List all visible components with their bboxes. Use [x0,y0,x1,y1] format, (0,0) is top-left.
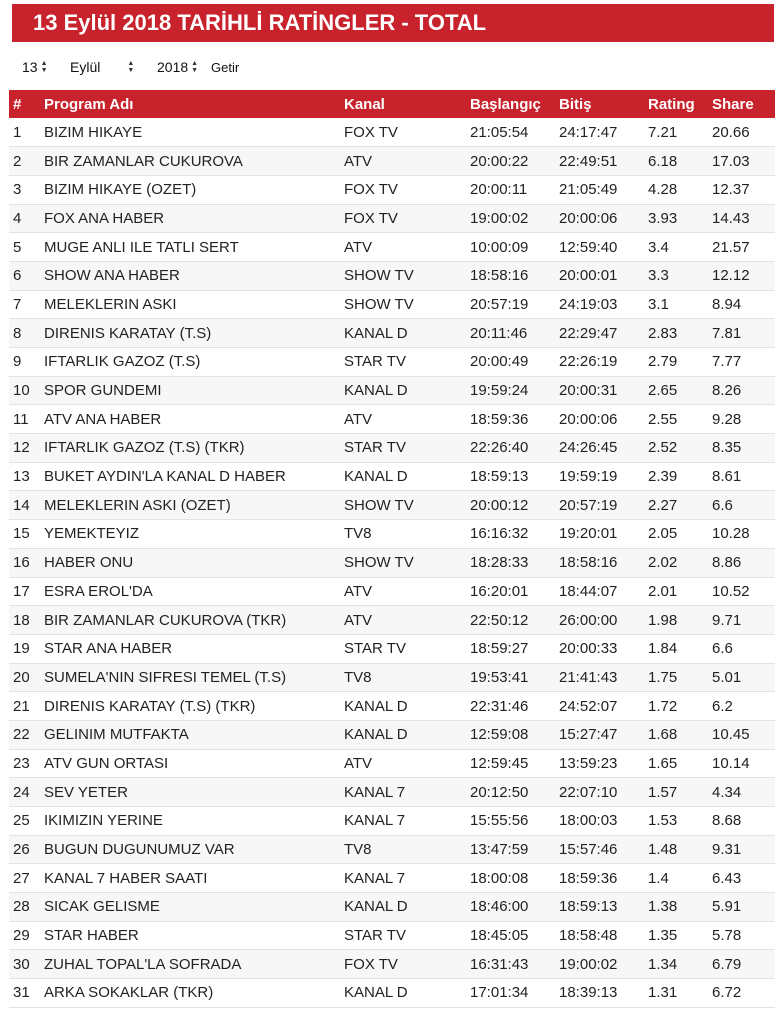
program-cell: ESRA EROL'DA [44,582,153,600]
rank-cell: 23 [13,754,30,772]
channel-cell: STAR TV [344,927,406,945]
table-row [9,147,775,176]
table-row [9,720,775,749]
rating-cell: 2.65 [648,382,678,400]
rank-cell: 28 [13,898,30,916]
program-cell: ZUHAL TOPAL'LA SOFRADA [44,955,242,973]
share-cell: 5.01 [712,668,742,686]
share-cell: 4.34 [712,783,742,801]
ratings-table [9,90,775,1008]
program-cell: IFTARLIK GAZOZ (T.S) [44,353,201,371]
rank-cell: 8 [13,324,22,342]
rank-cell: 10 [13,382,30,400]
channel-cell: KANAL D [344,984,408,1002]
table-row [9,319,775,348]
rank-cell: 27 [13,869,30,887]
program-cell: FOX ANA HABER [44,209,165,227]
program-cell: SEV YETER [44,783,128,801]
table-row [9,979,775,1008]
table-row [9,434,775,463]
channel-cell: SHOW TV [344,496,414,514]
start-time-cell: 18:58:16 [470,267,529,285]
rank-cell: 30 [13,955,30,973]
share-cell: 8.61 [712,468,742,486]
rank-cell: 22 [13,726,30,744]
table-header-row [9,90,775,118]
channel-cell: KANAL 7 [344,869,406,887]
program-cell: YEMEKTEYIZ [44,525,140,543]
share-cell: 14.43 [712,209,750,227]
program-cell: ATV ANA HABER [44,410,162,428]
rank-cell: 19 [13,640,30,658]
end-time-cell: 19:20:01 [559,525,618,543]
share-cell: 8.86 [712,554,742,572]
share-cell: 10.28 [712,525,750,543]
rating-cell: 1.65 [648,754,678,772]
end-time-cell: 20:00:31 [559,382,618,400]
rank-cell: 12 [13,439,30,457]
start-time-cell: 19:59:24 [470,382,529,400]
year-select-value: 2018 [157,59,189,75]
rank-cell: 9 [13,353,22,371]
channel-cell: ATV [344,582,373,600]
start-time-cell: 17:01:34 [470,984,529,1002]
end-time-cell: 12:59:40 [559,238,618,256]
share-cell: 12.37 [712,181,750,199]
select-arrows-icon: ▲ ▼ [127,60,135,74]
rating-cell: 2.05 [648,525,678,543]
share-cell: 17.03 [712,152,750,170]
program-cell: HABER ONU [44,554,134,572]
share-cell: 7.81 [712,324,742,342]
column-header-share: Share [712,95,754,113]
rank-cell: 17 [13,582,30,600]
rank-cell: 14 [13,496,30,514]
end-time-cell: 19:59:19 [559,468,618,486]
channel-cell: KANAL 7 [344,812,406,830]
rank-cell: 7 [13,295,22,313]
table-row [9,175,775,204]
rating-cell: 1.35 [648,927,678,945]
program-cell: IKIMIZIN YERINE [44,812,163,830]
end-time-cell: 20:00:33 [559,640,618,658]
table-row [9,491,775,520]
share-cell: 20.66 [712,123,750,141]
day-select-value: 13 [22,59,38,75]
channel-cell: FOX TV [344,209,398,227]
channel-cell: ATV [344,238,373,256]
rating-cell: 1.57 [648,783,678,801]
channel-cell: KANAL 7 [344,783,406,801]
program-cell: GELINIM MUTFAKTA [44,726,189,744]
table-row [9,376,775,405]
start-time-cell: 18:28:33 [470,554,529,572]
share-cell: 9.28 [712,410,742,428]
end-time-cell: 18:00:03 [559,812,618,830]
program-cell: SPOR GUNDEMI [44,382,162,400]
start-time-cell: 18:45:05 [470,927,529,945]
end-time-cell: 18:44:07 [559,582,618,600]
column-header-rating: Rating [648,95,695,113]
table-row [9,864,775,893]
table-row [9,204,775,233]
rating-cell: 7.21 [648,123,678,141]
channel-cell: FOX TV [344,955,398,973]
date-filter-bar [22,56,239,78]
start-time-cell: 20:11:46 [470,324,528,342]
rating-cell: 2.55 [648,410,678,428]
program-cell: DIRENIS KARATAY (T.S) (TKR) [44,697,256,715]
share-cell: 9.71 [712,611,742,629]
rating-cell: 1.75 [648,668,678,686]
select-arrows-icon: ▲ ▼ [40,60,48,74]
channel-cell: ATV [344,754,373,772]
channel-cell: SHOW TV [344,267,414,285]
channel-cell: TV8 [344,668,372,686]
rating-cell: 1.31 [648,984,678,1002]
rating-cell: 1.34 [648,955,678,973]
rank-cell: 11 [13,410,29,428]
start-time-cell: 20:57:19 [470,295,529,313]
program-cell: SUMELA'NIN SIFRESI TEMEL (T.S) [44,668,287,686]
rank-cell: 2 [13,152,22,170]
table-row [9,577,775,606]
end-time-cell: 22:07:10 [559,783,618,801]
end-time-cell: 20:00:01 [559,267,618,285]
start-time-cell: 20:00:22 [470,152,529,170]
start-time-cell: 18:00:08 [470,869,529,887]
program-cell: KANAL 7 HABER SAATI [44,869,208,887]
start-time-cell: 20:12:50 [470,783,529,801]
program-cell: MELEKLERIN ASKI (OZET) [44,496,231,514]
table-row [9,634,775,663]
end-time-cell: 24:19:03 [559,295,618,313]
program-cell: SHOW ANA HABER [44,267,180,285]
start-time-cell: 16:20:01 [470,582,529,600]
end-time-cell: 22:29:47 [559,324,618,342]
end-time-cell: 18:59:36 [559,869,618,887]
column-header-start: Başlangıç [470,95,541,113]
program-cell: MUGE ANLI ILE TATLI SERT [44,238,239,256]
table-row [9,290,775,319]
year-select[interactable] [157,59,211,75]
end-time-cell: 22:49:51 [559,152,618,170]
share-cell: 5.91 [712,898,742,916]
channel-cell: KANAL D [344,697,408,715]
end-time-cell: 20:00:06 [559,410,618,428]
rank-cell: 18 [13,611,30,629]
end-time-cell: 22:26:19 [559,353,618,371]
start-time-cell: 18:59:27 [470,640,529,658]
share-cell: 10.14 [712,754,750,772]
table-row [9,548,775,577]
program-cell: BIZIM HIKAYE (OZET) [44,181,197,199]
start-time-cell: 12:59:08 [470,726,529,744]
program-cell: SICAK GELISME [44,898,160,916]
channel-cell: KANAL D [344,898,408,916]
rating-cell: 2.01 [648,582,678,600]
channel-cell: KANAL D [344,324,408,342]
rating-cell: 2.39 [648,468,678,486]
table-row [9,348,775,377]
start-time-cell: 20:00:49 [470,353,529,371]
table-row [9,692,775,721]
share-cell: 8.68 [712,812,742,830]
share-cell: 6.72 [712,984,742,1002]
end-time-cell: 24:26:45 [559,439,618,457]
share-cell: 6.43 [712,869,742,887]
channel-cell: ATV [344,611,373,629]
channel-cell: ATV [344,410,373,428]
rating-cell: 1.72 [648,697,678,715]
end-time-cell: 24:52:07 [559,697,618,715]
start-time-cell: 16:31:43 [470,955,529,973]
rating-cell: 1.98 [648,611,678,629]
start-time-cell: 19:53:41 [470,668,529,686]
end-time-cell: 15:57:46 [559,841,618,859]
channel-cell: KANAL D [344,726,408,744]
share-cell: 8.26 [712,382,742,400]
table-row [9,807,775,836]
share-cell: 6.79 [712,955,742,973]
table-row [9,606,775,635]
month-select-value: Eylül [70,59,101,75]
channel-cell: SHOW TV [344,295,414,313]
table-row [9,663,775,692]
start-time-cell: 18:59:36 [470,410,529,428]
rank-cell: 6 [13,267,22,285]
share-cell: 6.6 [712,640,733,658]
rating-cell: 3.93 [648,209,678,227]
table-row [9,261,775,290]
channel-cell: TV8 [344,525,372,543]
program-cell: BIR ZAMANLAR CUKUROVA [44,152,243,170]
column-header-channel: Kanal [344,95,385,113]
rank-cell: 31 [13,984,30,1002]
end-time-cell: 21:05:49 [559,181,618,199]
end-time-cell: 21:41:43 [559,668,618,686]
month-select[interactable] [69,59,157,75]
rating-cell: 2.83 [648,324,678,342]
start-time-cell: 21:05:54 [470,123,529,141]
rank-cell: 3 [13,181,22,199]
table-row [9,405,775,434]
rating-cell: 1.48 [648,841,678,859]
table-row [9,462,775,491]
start-time-cell: 20:00:12 [470,496,529,514]
rank-cell: 26 [13,841,30,859]
program-cell: DIRENIS KARATAY (T.S) [44,324,212,342]
table-row [9,118,775,147]
rank-cell: 20 [13,668,30,686]
start-time-cell: 13:47:59 [470,841,529,859]
start-time-cell: 12:59:45 [470,754,529,772]
start-time-cell: 22:50:12 [470,611,529,629]
end-time-cell: 24:17:47 [559,123,618,141]
channel-cell: STAR TV [344,353,406,371]
rating-cell: 1.38 [648,898,678,916]
rating-cell: 1.4 [648,869,669,887]
start-time-cell: 18:46:00 [470,898,529,916]
rank-cell: 5 [13,238,22,256]
share-cell: 8.94 [712,295,742,313]
rank-cell: 1 [13,123,22,141]
table-row [9,835,775,864]
program-cell: ARKA SOKAKLAR (TKR) [44,984,214,1002]
program-cell: BUKET AYDIN'LA KANAL D HABER [44,468,286,486]
program-cell: BUGUN DUGUNUMUZ VAR [44,841,235,859]
end-time-cell: 26:00:00 [559,611,618,629]
start-time-cell: 15:55:56 [470,812,529,830]
column-header-program: Program Adı [44,95,134,113]
channel-cell: KANAL D [344,468,408,486]
rank-cell: 24 [13,783,30,801]
share-cell: 5.78 [712,927,742,945]
program-cell: MELEKLERIN ASKI [44,295,177,313]
select-arrows-icon: ▲ ▼ [191,60,199,74]
start-time-cell: 20:00:11 [470,181,528,199]
share-cell: 21.57 [712,238,750,256]
table-body [9,118,775,1007]
share-cell: 10.45 [712,726,750,744]
channel-cell: KANAL D [344,382,408,400]
rating-cell: 2.52 [648,439,678,457]
channel-cell: STAR TV [344,640,406,658]
end-time-cell: 18:39:13 [559,984,618,1002]
end-time-cell: 18:58:16 [559,554,618,572]
share-cell: 12.12 [712,267,750,285]
rank-cell: 15 [13,525,30,543]
rank-cell: 25 [13,812,30,830]
share-cell: 6.6 [712,496,733,514]
rating-cell: 2.27 [648,496,678,514]
rating-cell: 2.02 [648,554,678,572]
rank-cell: 16 [13,554,30,572]
rating-cell: 1.53 [648,812,678,830]
start-time-cell: 10:00:09 [470,238,529,256]
program-cell: STAR ANA HABER [44,640,173,658]
rank-cell: 13 [13,468,30,486]
start-time-cell: 18:59:13 [470,468,529,486]
start-time-cell: 16:16:32 [470,525,529,543]
program-cell: STAR HABER [44,927,139,945]
share-cell: 7.77 [712,353,742,371]
end-time-cell: 13:59:23 [559,754,618,772]
share-cell: 8.35 [712,439,742,457]
rating-cell: 3.3 [648,267,669,285]
rank-cell: 29 [13,927,30,945]
channel-cell: FOX TV [344,181,398,199]
rank-cell: 21 [13,697,30,715]
table-row [9,778,775,807]
start-time-cell: 22:31:46 [470,697,529,715]
rating-cell: 4.28 [648,181,678,199]
table-row [9,893,775,922]
table-row [9,921,775,950]
column-header-rank: # [13,95,22,113]
getir-button[interactable]: Getir [211,59,240,75]
channel-cell: SHOW TV [344,554,414,572]
end-time-cell: 15:27:47 [559,726,618,744]
table-row [9,749,775,778]
share-cell: 6.2 [712,697,733,715]
share-cell: 9.31 [712,841,742,859]
program-cell: BIZIM HIKAYE [44,123,143,141]
table-row [9,233,775,262]
end-time-cell: 20:57:19 [559,496,618,514]
rank-cell: 4 [13,209,22,227]
page-title: 13 Eylül 2018 TARİHLİ RATİNGLER - TOTAL [12,4,774,42]
share-cell: 10.52 [712,582,750,600]
rating-cell: 3.4 [648,238,669,256]
channel-cell: FOX TV [344,123,398,141]
end-time-cell: 19:00:02 [559,955,618,973]
program-cell: BIR ZAMANLAR CUKUROVA (TKR) [44,611,287,629]
rating-cell: 1.84 [648,640,678,658]
program-cell: IFTARLIK GAZOZ (T.S) (TKR) [44,439,245,457]
rating-cell: 3.1 [648,295,669,313]
table-row [9,950,775,979]
rating-cell: 2.79 [648,353,678,371]
channel-cell: STAR TV [344,439,406,457]
channel-cell: TV8 [344,841,372,859]
start-time-cell: 22:26:40 [470,439,529,457]
end-time-cell: 18:58:48 [559,927,618,945]
rating-cell: 6.18 [648,152,678,170]
day-select[interactable] [22,59,69,75]
program-cell: ATV GUN ORTASI [44,754,169,772]
end-time-cell: 20:00:06 [559,209,618,227]
start-time-cell: 19:00:02 [470,209,529,227]
end-time-cell: 18:59:13 [559,898,618,916]
column-header-end: Bitiş [559,95,592,113]
table-row [9,520,775,549]
channel-cell: ATV [344,152,373,170]
rating-cell: 1.68 [648,726,678,744]
